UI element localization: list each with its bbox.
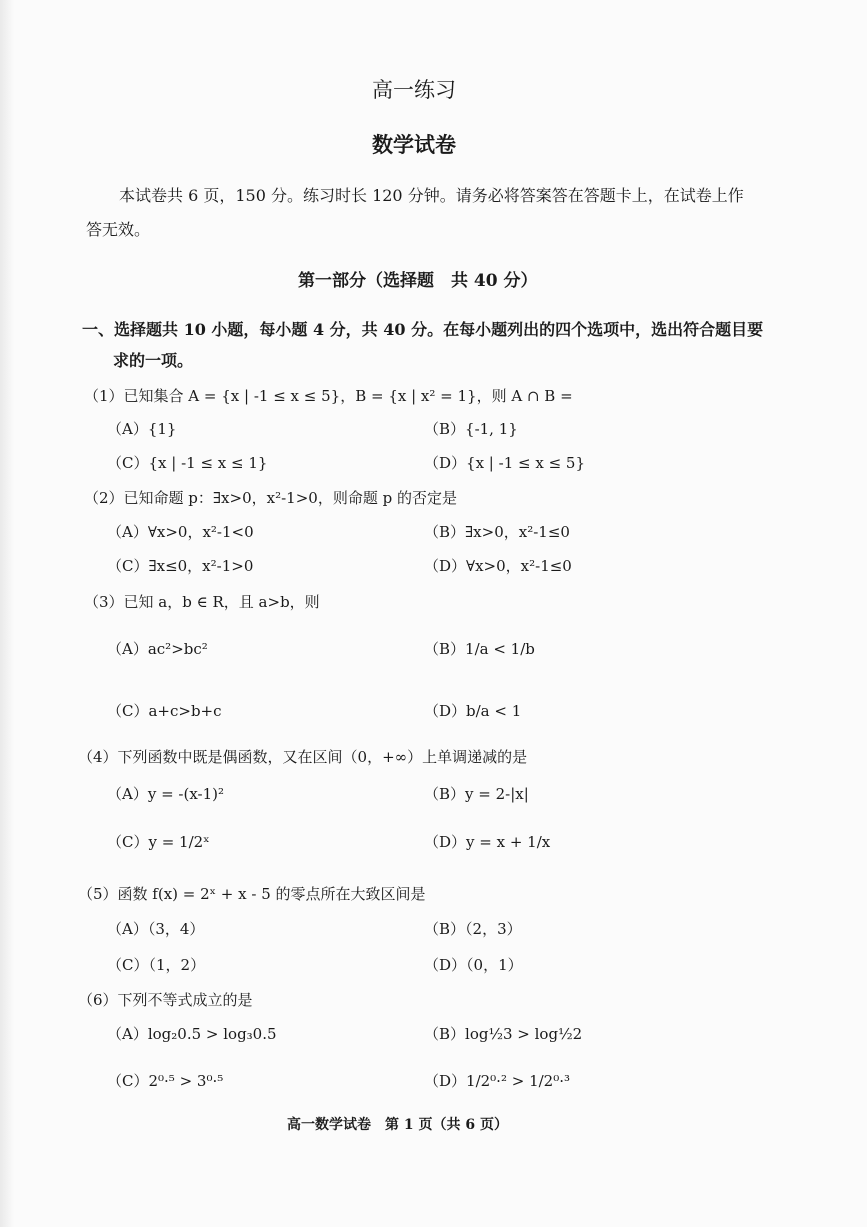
question-5-option-b: （B）（2，3）: [424, 920, 522, 938]
intro-line-1: 本试卷共 6 页，150 分。练习时长 120 分钟。请务必将答案答在答题卡上，在试卷上作: [119, 186, 744, 205]
question-2-option-d: （D）∀x>0，x²-1≤0: [424, 557, 572, 575]
question-3-option-a: （A）ac²>bc²: [107, 640, 208, 658]
exam-header-title: 高一练习: [372, 78, 456, 102]
question-4-option-d: （D）y = x + 1/x: [424, 833, 551, 851]
question-3-option-c: （C）a+c>b+c: [107, 702, 222, 720]
question-2-option-a: （A）∀x>0，x²-1<0: [107, 523, 254, 541]
question-2-stem: （2）已知命题 p：∃x>0，x²-1>0，则命题 p 的否定是: [84, 489, 457, 507]
question-4-option-a: （A）y = -(x-1)²: [107, 785, 225, 803]
question-2-option-c: （C）∃x≤0，x²-1>0: [107, 557, 254, 575]
question-1-option-c: （C）{x | -1 ≤ x ≤ 1}: [107, 454, 268, 472]
question-6-option-d: （D）1/2⁰·² > 1/2⁰·³: [424, 1072, 571, 1090]
question-6-stem: （6）下列不等式成立的是: [78, 991, 253, 1009]
question-1-stem: （1）已知集合 A = {x | -1 ≤ x ≤ 5}，B = {x | x² = 1}，则 A ∩ B =: [84, 387, 573, 405]
scan-shadow: [0, 0, 14, 1227]
question-4-stem: （4）下列函数中既是偶函数，又在区间（0，+∞）上单调递减的是: [78, 748, 528, 766]
intro-line-2: 答无效。: [86, 220, 151, 239]
question-3-option-b: （B）1/a < 1/b: [424, 640, 535, 658]
question-2-option-b: （B）∃x>0，x²-1≤0: [424, 523, 570, 541]
instruction-line-1: 一、选择题共 10 小题，每小题 4 分，共 40 分。在每小题列出的四个选项中，选出符合题目要: [82, 320, 764, 339]
question-5-option-c: （C）（1，2）: [107, 956, 206, 974]
question-4-option-b: （B）y = 2-|x|: [424, 785, 529, 803]
question-6-option-b: （B）log½3 > log½2: [424, 1025, 583, 1043]
question-1-option-a: （A）{1}: [107, 420, 177, 438]
question-4-option-c: （C）y = 1/2ˣ: [107, 833, 210, 851]
part-heading: 第一部分（选择题 共 40 分）: [298, 271, 538, 291]
question-5-stem: （5）函数 f(x) = 2ˣ + x - 5 的零点所在大致区间是: [78, 885, 426, 903]
question-6-option-a: （A）log₂0.5 > log₃0.5: [107, 1025, 277, 1043]
question-3-option-d: （D）b/a < 1: [424, 702, 522, 720]
page-footer: 高一数学试卷 第 1 页（共 6 页）: [287, 1117, 508, 1133]
exam-subject-title: 数学试卷: [372, 132, 456, 157]
question-5-option-a: （A）（3，4）: [107, 920, 205, 938]
question-5-option-d: （D）（0，1）: [424, 956, 523, 974]
instruction-line-2: 求的一项。: [113, 351, 194, 370]
question-3-stem: （3）已知 a，b ∈ R，且 a>b，则: [84, 593, 320, 611]
question-1-option-b: （B）{-1, 1}: [424, 420, 518, 438]
question-6-option-c: （C）2⁰·⁵ > 3⁰·⁵: [107, 1072, 224, 1090]
question-1-option-d: （D）{x | -1 ≤ x ≤ 5}: [424, 454, 585, 472]
